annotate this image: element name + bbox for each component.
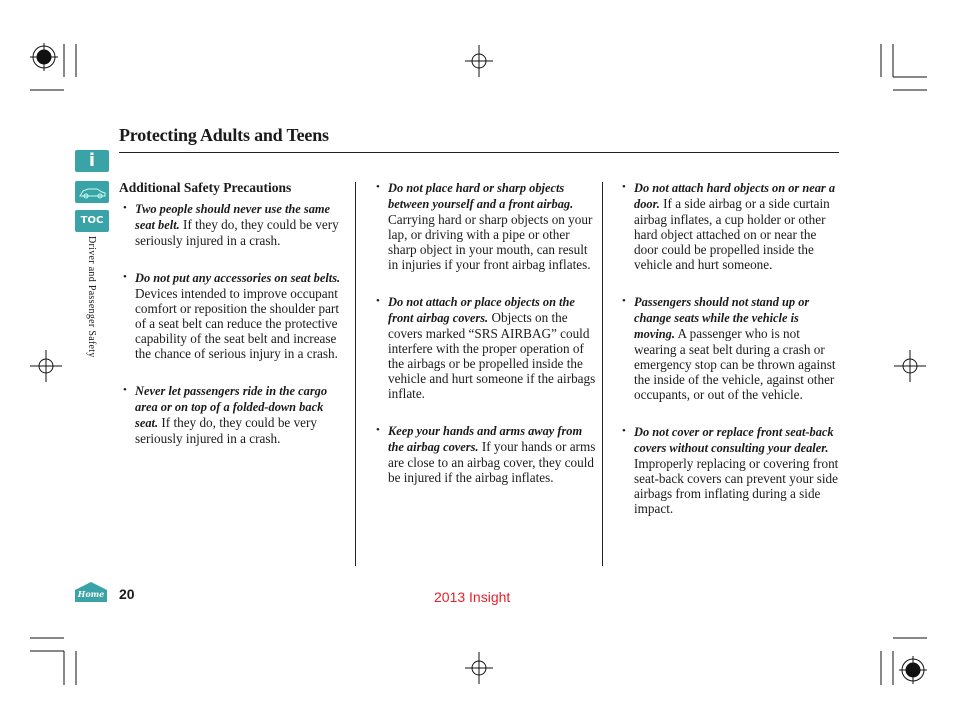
home-icon[interactable]	[73, 581, 109, 603]
page-number: 20	[119, 586, 135, 602]
list-item	[372, 180, 598, 272]
item-lead: Passengers should not stand up or change seats while the vehicle is moving.	[634, 295, 810, 341]
bullet: •	[622, 425, 626, 437]
item-body: If they do, they could be very seriously injured in a crash.	[135, 415, 317, 446]
column-divider	[602, 182, 603, 566]
item-body: If a side airbag or a side curtain airbag inflates, a cup holder or other hard object attached on or near the door could be propelled inside the vehicle and hurt someone.	[634, 196, 830, 272]
crosshair-top	[465, 45, 493, 77]
item-body: If your hands or arms are close to an airbag cover, they could be injured if the airbag inflates.	[388, 439, 596, 485]
car-icon-glyph	[75, 181, 109, 203]
list-item	[119, 201, 349, 248]
toc-label: TOC	[80, 215, 104, 226]
item-body: Improperly replacing or covering front seat-back covers can prevent your side airbags from inflating during a side impact.	[634, 456, 839, 516]
page-title: Protecting Adults and Teens	[119, 125, 329, 145]
bullet: •	[376, 424, 380, 436]
column-divider	[355, 182, 356, 566]
toc-icon[interactable]	[75, 210, 109, 232]
section-heading: Additional Safety Precautions	[119, 180, 292, 195]
bullet: •	[376, 181, 380, 193]
bullet: •	[123, 271, 127, 283]
item-lead: Do not cover or replace front seat-back covers without consulting your dealer.	[634, 425, 834, 455]
item-body: Objects on the covers marked “SRS AIRBAG” could interfere with the proper operation of the airbags or be propelled inside the vehicle and hurt someone if the airbags inflate.	[388, 310, 596, 401]
item-lead: Do not attach or place objects on the front airbag covers.	[388, 295, 575, 325]
crosshair-bottom	[465, 652, 493, 684]
list-item	[618, 294, 842, 402]
list-item	[372, 423, 598, 485]
list-item	[618, 424, 842, 516]
title-rule	[119, 152, 839, 153]
column-3	[618, 180, 842, 531]
bullet: •	[376, 295, 380, 307]
info-icon[interactable]	[75, 150, 109, 172]
registration-starburst-top-left	[30, 43, 58, 71]
info-icon-glyph: i	[88, 150, 96, 171]
car-icon[interactable]	[75, 181, 109, 203]
bullet: •	[622, 295, 626, 307]
crosshair-right	[894, 350, 926, 382]
list-item	[119, 383, 349, 446]
item-lead: Do not put any accessories on seat belts.	[135, 271, 341, 285]
item-body: Carrying hard or sharp objects on your lap, or driving with a pipe or other sharp object in your mouth, can result in injuries if your front airbag inflates.	[388, 212, 593, 272]
item-body: Devices intended to improve occupant comfort or reposition the shoulder part of a seat belt can reduce the protective capability of the seat belt and increase the chance of serious injury in a crash.	[135, 286, 339, 361]
item-lead: Do not place hard or sharp objects between yourself and a front airbag.	[388, 181, 574, 211]
list-item	[372, 294, 598, 401]
home-label: Home	[77, 589, 105, 599]
footer-model-name: 2013 Insight	[434, 589, 511, 605]
bullet: •	[123, 384, 127, 396]
list-item	[618, 180, 842, 272]
item-lead: Two people should never use the same seat belt.	[135, 202, 331, 232]
list-item	[119, 270, 349, 361]
crosshair-left	[30, 350, 62, 382]
section-side-label: Driver and Passenger Safety	[86, 236, 97, 358]
bullet: •	[123, 202, 127, 214]
item-lead: Never let passengers ride in the cargo area or on top of a folded-down back seat.	[135, 384, 328, 430]
item-lead: Do not attach hard objects on or near a door.	[634, 181, 836, 211]
item-body: A passenger who is not wearing a seat belt during a crash or emergency stop can be thrown against the inside of the vehicle, against other occupants, or out of the vehicle.	[634, 326, 836, 402]
item-body: If they do, they could be very seriously injured in a crash.	[135, 217, 339, 248]
column-1	[119, 180, 349, 461]
item-lead: Keep your hands and arms away from the airbag covers.	[388, 424, 583, 454]
registration-starburst-bottom-right	[899, 656, 927, 684]
bullet: •	[622, 181, 626, 193]
column-2	[372, 180, 598, 500]
